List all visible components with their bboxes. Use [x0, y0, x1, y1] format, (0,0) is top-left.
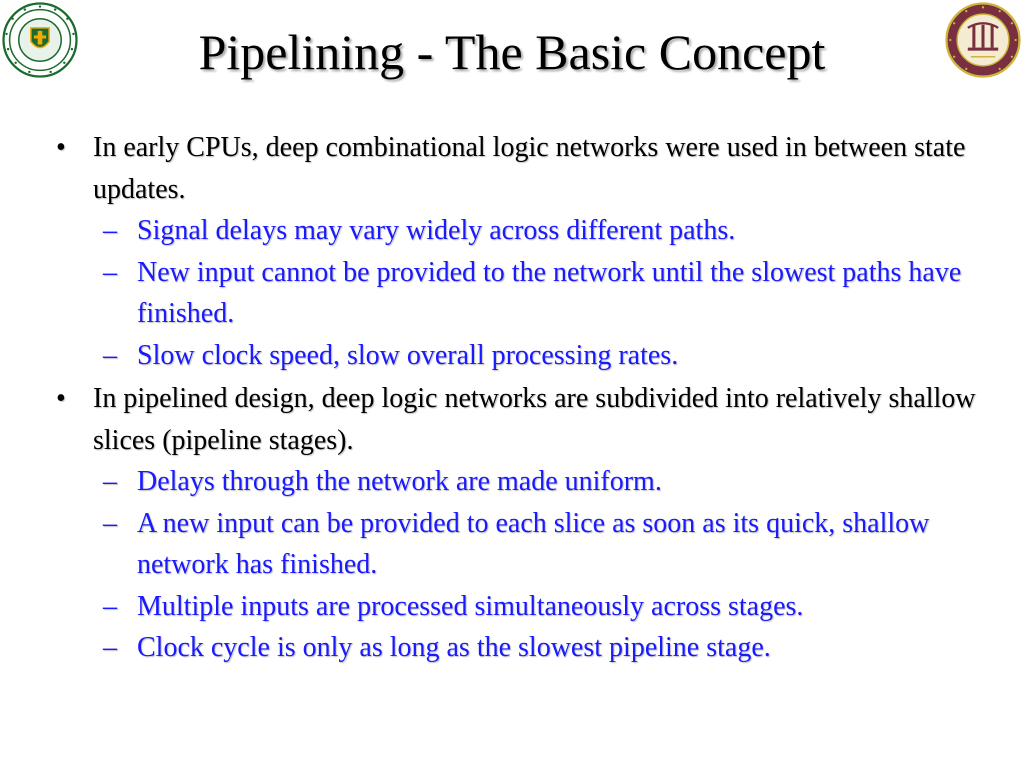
sub-bullet-text: Slow clock speed, slow overall processing rates. — [137, 339, 679, 371]
sub-bullet-text: Clock cycle is only as long as the slowest pipeline stage. — [137, 632, 771, 663]
sub-bullet-item — [56, 252, 986, 335]
sub-bullet-item — [56, 627, 986, 669]
bullet-marker: • — [56, 132, 66, 163]
slide-title: Pipelining - The Basic Concept — [198, 24, 826, 80]
famu-seal-logo — [2, 2, 78, 78]
sub-bullet-item — [56, 210, 986, 252]
sub-bullet-text: Delays through the network are made uniform. — [137, 466, 662, 497]
sub-bullet-marker: – — [103, 590, 117, 622]
sub-bullet-text: Signal delays may vary widely across different paths. — [137, 215, 736, 246]
sub-bullet-text: New input cannot be provided to the network until the slowest paths have finished. — [137, 256, 962, 329]
bullet-text: In pipelined design, deep logic networks are subdivided into relatively shallow slices (pipeline stages). — [93, 383, 976, 456]
sub-bullet-marker: – — [103, 466, 117, 497]
fsu-seal-logo — [945, 2, 1021, 78]
sub-bullet-item — [56, 586, 986, 628]
slide-content — [56, 127, 986, 669]
sub-bullet-item — [56, 503, 986, 586]
sub-bullet-marker: – — [103, 339, 117, 371]
sub-bullet-marker: – — [103, 215, 117, 246]
sub-bullet-marker: – — [103, 632, 117, 663]
sub-bullet-marker: – — [103, 256, 117, 288]
sub-bullet-text: Multiple inputs are processed simultaneously across stages. — [137, 590, 804, 622]
sub-bullet-item — [56, 335, 986, 377]
bullet-text: In early CPUs, deep combinational logic networks were used in between state updates. — [93, 132, 966, 205]
famu-seal-icon — [2, 2, 78, 78]
sub-bullet-marker: – — [103, 507, 117, 539]
bullet-item — [56, 378, 986, 461]
bullet-item — [56, 127, 986, 210]
sub-bullet-text: A new input can be provided to each slice as soon as its quick, shallow network has finished. — [137, 507, 930, 580]
fsu-seal-icon — [945, 2, 1021, 78]
bullet-marker: • — [56, 383, 66, 414]
sub-bullet-item — [56, 461, 986, 503]
